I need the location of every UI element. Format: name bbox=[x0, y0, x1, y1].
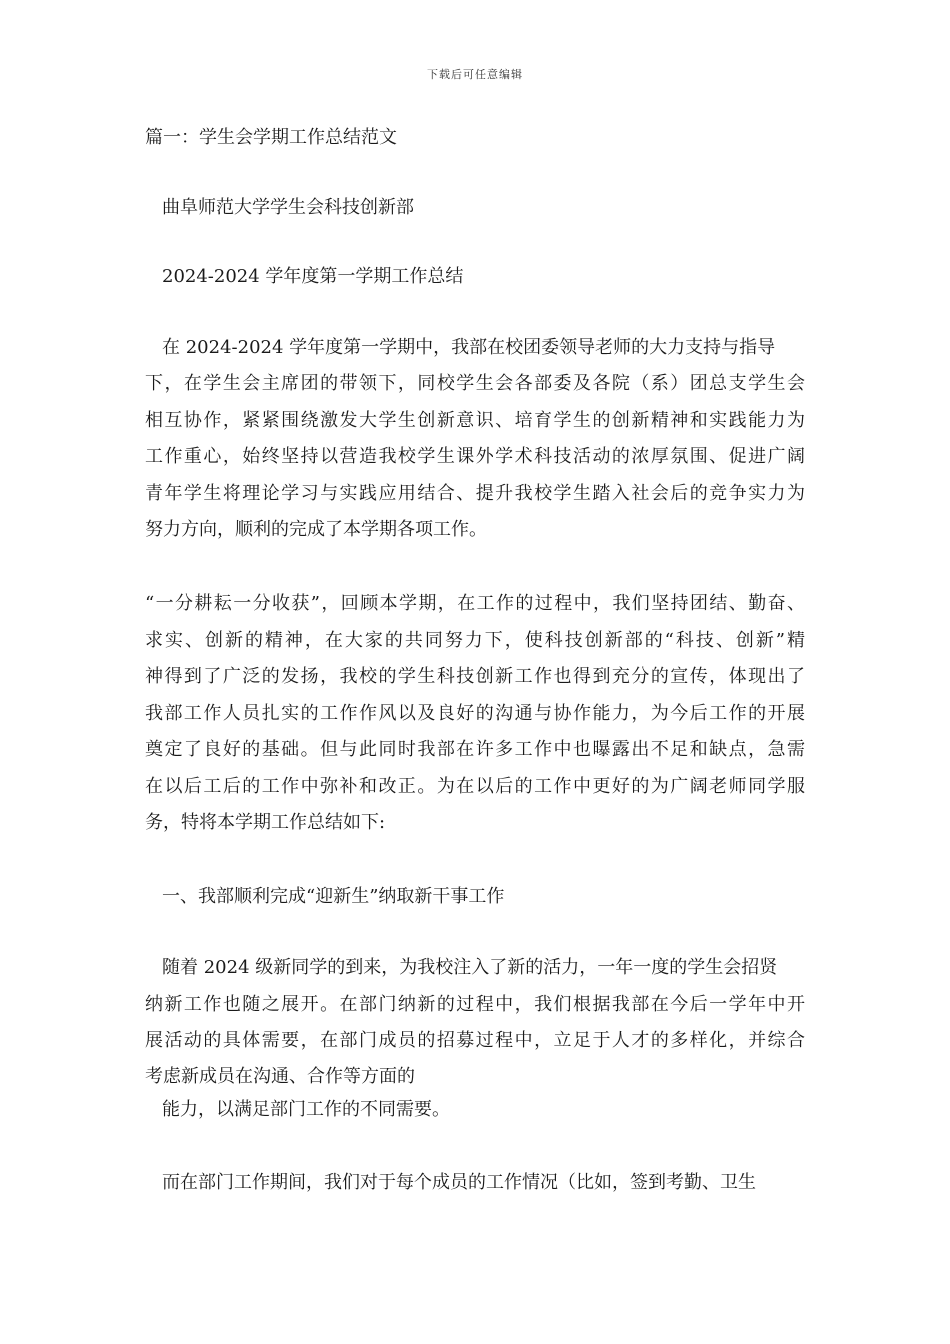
paragraph-line: 下，在学生会主席团的带领下，同校学生会各部委及各院（系）团总支学生会 bbox=[145, 373, 805, 394]
paragraph-line: 相互协作，紧紧围绕激发大学生创新意识、培育学生的创新精神和实践能力为 bbox=[145, 410, 805, 431]
paragraph-line: 在以后工后的工作中弥补和改正。为在以后的工作中更好的为广阔老师同学服 bbox=[145, 776, 805, 797]
paragraph-line: 考虑新成员在沟通、合作等方面的 bbox=[145, 1066, 415, 1087]
report-subtitle: 2024-2024 学年度第一学期工作总结 bbox=[162, 266, 464, 287]
paragraph-line: 努力方向，顺利的完成了本学期各项工作。 bbox=[145, 519, 487, 540]
paragraph-line: 在 2024-2024 学年度第一学期中，我部在校团委领导老师的大力支持与指导 bbox=[162, 337, 776, 358]
paragraph-line: 奠定了良好的基础。但与此同时我部在许多工作中也曝露出不足和缺点，急需 bbox=[145, 739, 805, 760]
organization-name: 曲阜师范大学学生会科技创新部 bbox=[162, 197, 414, 218]
paragraph-line: 务，特将本学期工作总结如下: bbox=[145, 812, 386, 833]
paragraph-line: 我部工作人员扎实的工作作风以及良好的沟通与协作能力，为今后工作的开展 bbox=[145, 703, 805, 724]
paragraph-line: 工作重心，始终坚持以营造我校学生课外学术科技活动的浓厚氛围、促进广阔 bbox=[145, 446, 805, 467]
paragraph-line: 求实、创新的精神，在大家的共同努力下，使科技创新部的“科技、创新”精 bbox=[145, 630, 805, 651]
paragraph-line: 展活动的具体需要，在部门成员的招募过程中，立足于人才的多样化，并综合 bbox=[145, 1030, 805, 1051]
section-heading: 一、我部顺利完成“迎新生”纳取新干事工作 bbox=[162, 886, 505, 907]
paragraph-line: “一分耕耘一分收获”，回顾本学期，在工作的过程中，我们坚持团结、勤奋、 bbox=[145, 593, 805, 614]
paragraph-line: 而在部门工作期间，我们对于每个成员的工作情况（比如，签到考勤、卫生 bbox=[162, 1172, 756, 1193]
paragraph-line: 神得到了广泛的发扬，我校的学生科技创新工作也得到充分的宣传，体现出了 bbox=[145, 666, 805, 687]
paragraph-line: 随着 2024 级新同学的到来，为我校注入了新的活力，一年一度的学生会招贤 bbox=[162, 957, 778, 978]
paragraph-line: 青年学生将理论学习与实践应用结合、提升我校学生踏入社会后的竞争实力为 bbox=[145, 483, 805, 504]
paragraph-line: 能力，以满足部门工作的不同需要。 bbox=[162, 1099, 450, 1120]
paragraph-line: 纳新工作也随之展开。在部门纳新的过程中，我们根据我部在今后一学年中开 bbox=[145, 994, 805, 1015]
document-title: 篇一：学生会学期工作总结范文 bbox=[145, 127, 397, 148]
page-header: 下载后可任意编辑 bbox=[427, 68, 523, 81]
